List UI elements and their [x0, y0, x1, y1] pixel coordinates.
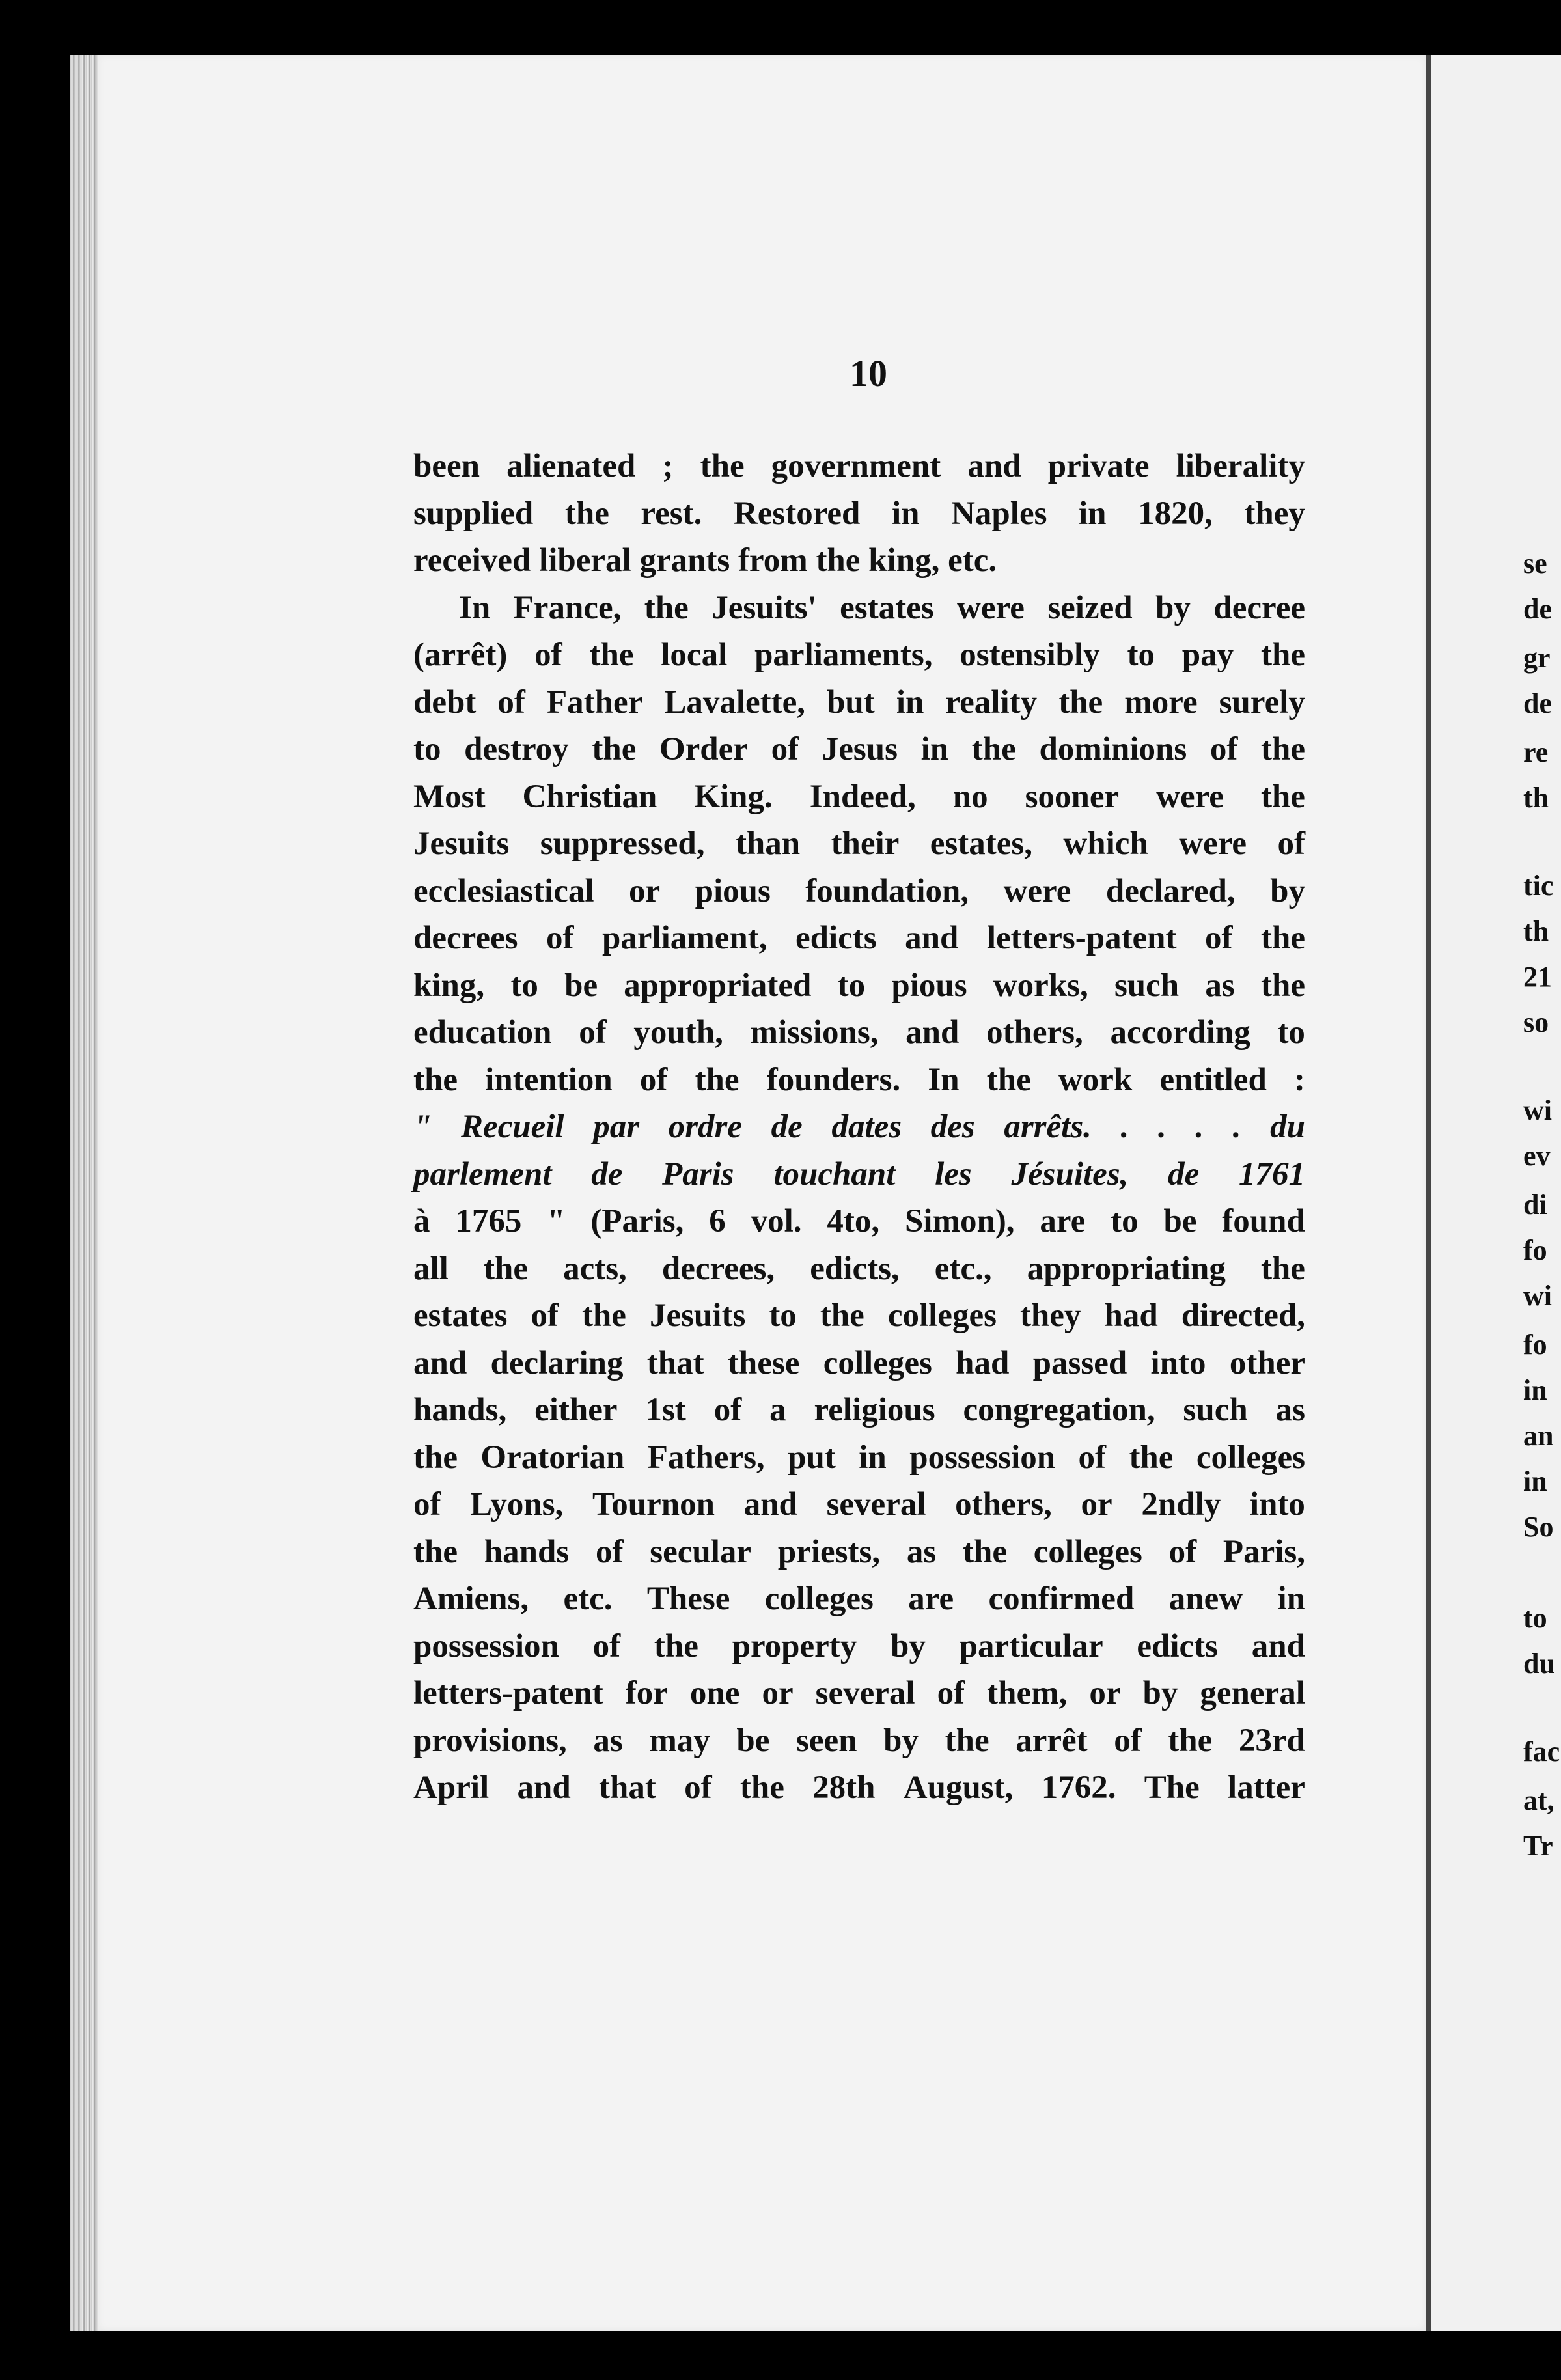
- facing-page-fragment: 21: [1523, 961, 1552, 993]
- text-line: the hands of secular priests, as the colleges of Paris,: [413, 1533, 1305, 1570]
- text-line: been alienated ; the government and private liberality: [413, 448, 1305, 484]
- text-line: of Lyons, Tournon and several others, or 2ndly into: [413, 1486, 1305, 1523]
- facing-page-fragment: Tr: [1523, 1830, 1553, 1862]
- facing-page-fragment: re: [1523, 736, 1549, 768]
- facing-page-fragment: fac: [1523, 1736, 1560, 1767]
- facing-page-fragment: de: [1523, 687, 1552, 719]
- text-line: possession of the property by particular edicts and: [413, 1627, 1305, 1665]
- facing-page-fragment: wi: [1523, 1280, 1552, 1312]
- facing-page-fragment: se: [1523, 547, 1547, 579]
- facing-page-fragment: ev: [1523, 1140, 1551, 1172]
- body-text: [413, 443, 1305, 1812]
- facing-page-fragment: fo: [1523, 1329, 1547, 1361]
- text-line: (arrêt) of the local parliaments, ostensibly to pay the: [413, 637, 1305, 673]
- text-line: à 1765 " (Paris, 6 vol. 4to, Simon), are to be found: [413, 1203, 1305, 1239]
- text-line: letters-patent for one or several of them, or by general: [413, 1675, 1305, 1711]
- text-line: Most Christian King. Indeed, no sooner were the: [413, 778, 1305, 815]
- page-number: 10: [850, 352, 887, 394]
- text-line: all the acts, decrees, edicts, etc., appropriating the: [413, 1250, 1305, 1287]
- facing-page-fragment: gr: [1523, 642, 1551, 674]
- facing-page-fragment: in: [1523, 1465, 1547, 1497]
- text-line: debt of Father Lavalette, but in reality the more surely: [413, 684, 1305, 721]
- text-line: and declaring that these colleges had passed into other: [413, 1344, 1305, 1381]
- text-line: the Oratorian Fathers, put in possession of the colleges: [413, 1439, 1305, 1476]
- facing-page-fragment: So: [1523, 1511, 1554, 1543]
- facing-page-fragment: to: [1523, 1602, 1547, 1634]
- text-line: education of youth, missions, and others, according to: [413, 1014, 1305, 1051]
- facing-page-fragment: th: [1523, 915, 1549, 947]
- text-line: hands, either 1st of a religious congregation, such as: [413, 1392, 1305, 1428]
- text-line: " Recueil par ordre de dates des arrêts. . . . . du: [413, 1109, 1305, 1145]
- text-line: Amiens, etc. These colleges are confirmed anew in: [413, 1581, 1305, 1617]
- facing-page-fragment: de: [1523, 593, 1552, 625]
- text-line: received liberal grants from the king, etc.: [413, 542, 997, 579]
- text-line: decrees of parliament, edicts and letters-patent of the: [413, 920, 1305, 956]
- text-line: ecclesiastical or pious foundation, were declared, by: [413, 872, 1305, 909]
- facing-page-fragment: di: [1523, 1189, 1547, 1221]
- facing-page-fragment: du: [1523, 1648, 1555, 1680]
- facing-page-fragment: tic: [1523, 870, 1554, 902]
- text-line: In France, the Jesuits' estates were seized by decree: [459, 589, 1305, 626]
- binding-edge: [70, 55, 98, 2331]
- text-line: to destroy the Order of Jesus in the dominions of the: [413, 731, 1305, 768]
- text-line: estates of the Jesuits to the colleges they had directed,: [413, 1297, 1305, 1334]
- text-line: Jesuits suppressed, than their estates, which were of: [413, 825, 1305, 862]
- facing-page-fragment: an: [1523, 1420, 1554, 1452]
- facing-page-fragment: at,: [1523, 1784, 1554, 1816]
- text-line: king, to be appropriated to pious works, such as the: [413, 967, 1305, 1004]
- facing-page-fragment: fo: [1523, 1234, 1547, 1266]
- text-line: the intention of the founders. In the work entitled :: [413, 1061, 1305, 1098]
- facing-page-fragment: in: [1523, 1374, 1547, 1406]
- text-line: parlement de Paris touchant les Jésuites, de 1761: [413, 1155, 1305, 1193]
- facing-page-fragment: so: [1523, 1006, 1549, 1038]
- text-line: provisions, as may be seen by the arrêt of the 23rd: [413, 1722, 1305, 1759]
- facing-page-fragment: th: [1523, 782, 1549, 814]
- text-line: supplied the rest. Restored in Naples in 1820, they: [413, 495, 1305, 532]
- facing-page-fragment: wi: [1523, 1094, 1552, 1126]
- text-line: April and that of the 28th August, 1762. The latter: [413, 1769, 1305, 1806]
